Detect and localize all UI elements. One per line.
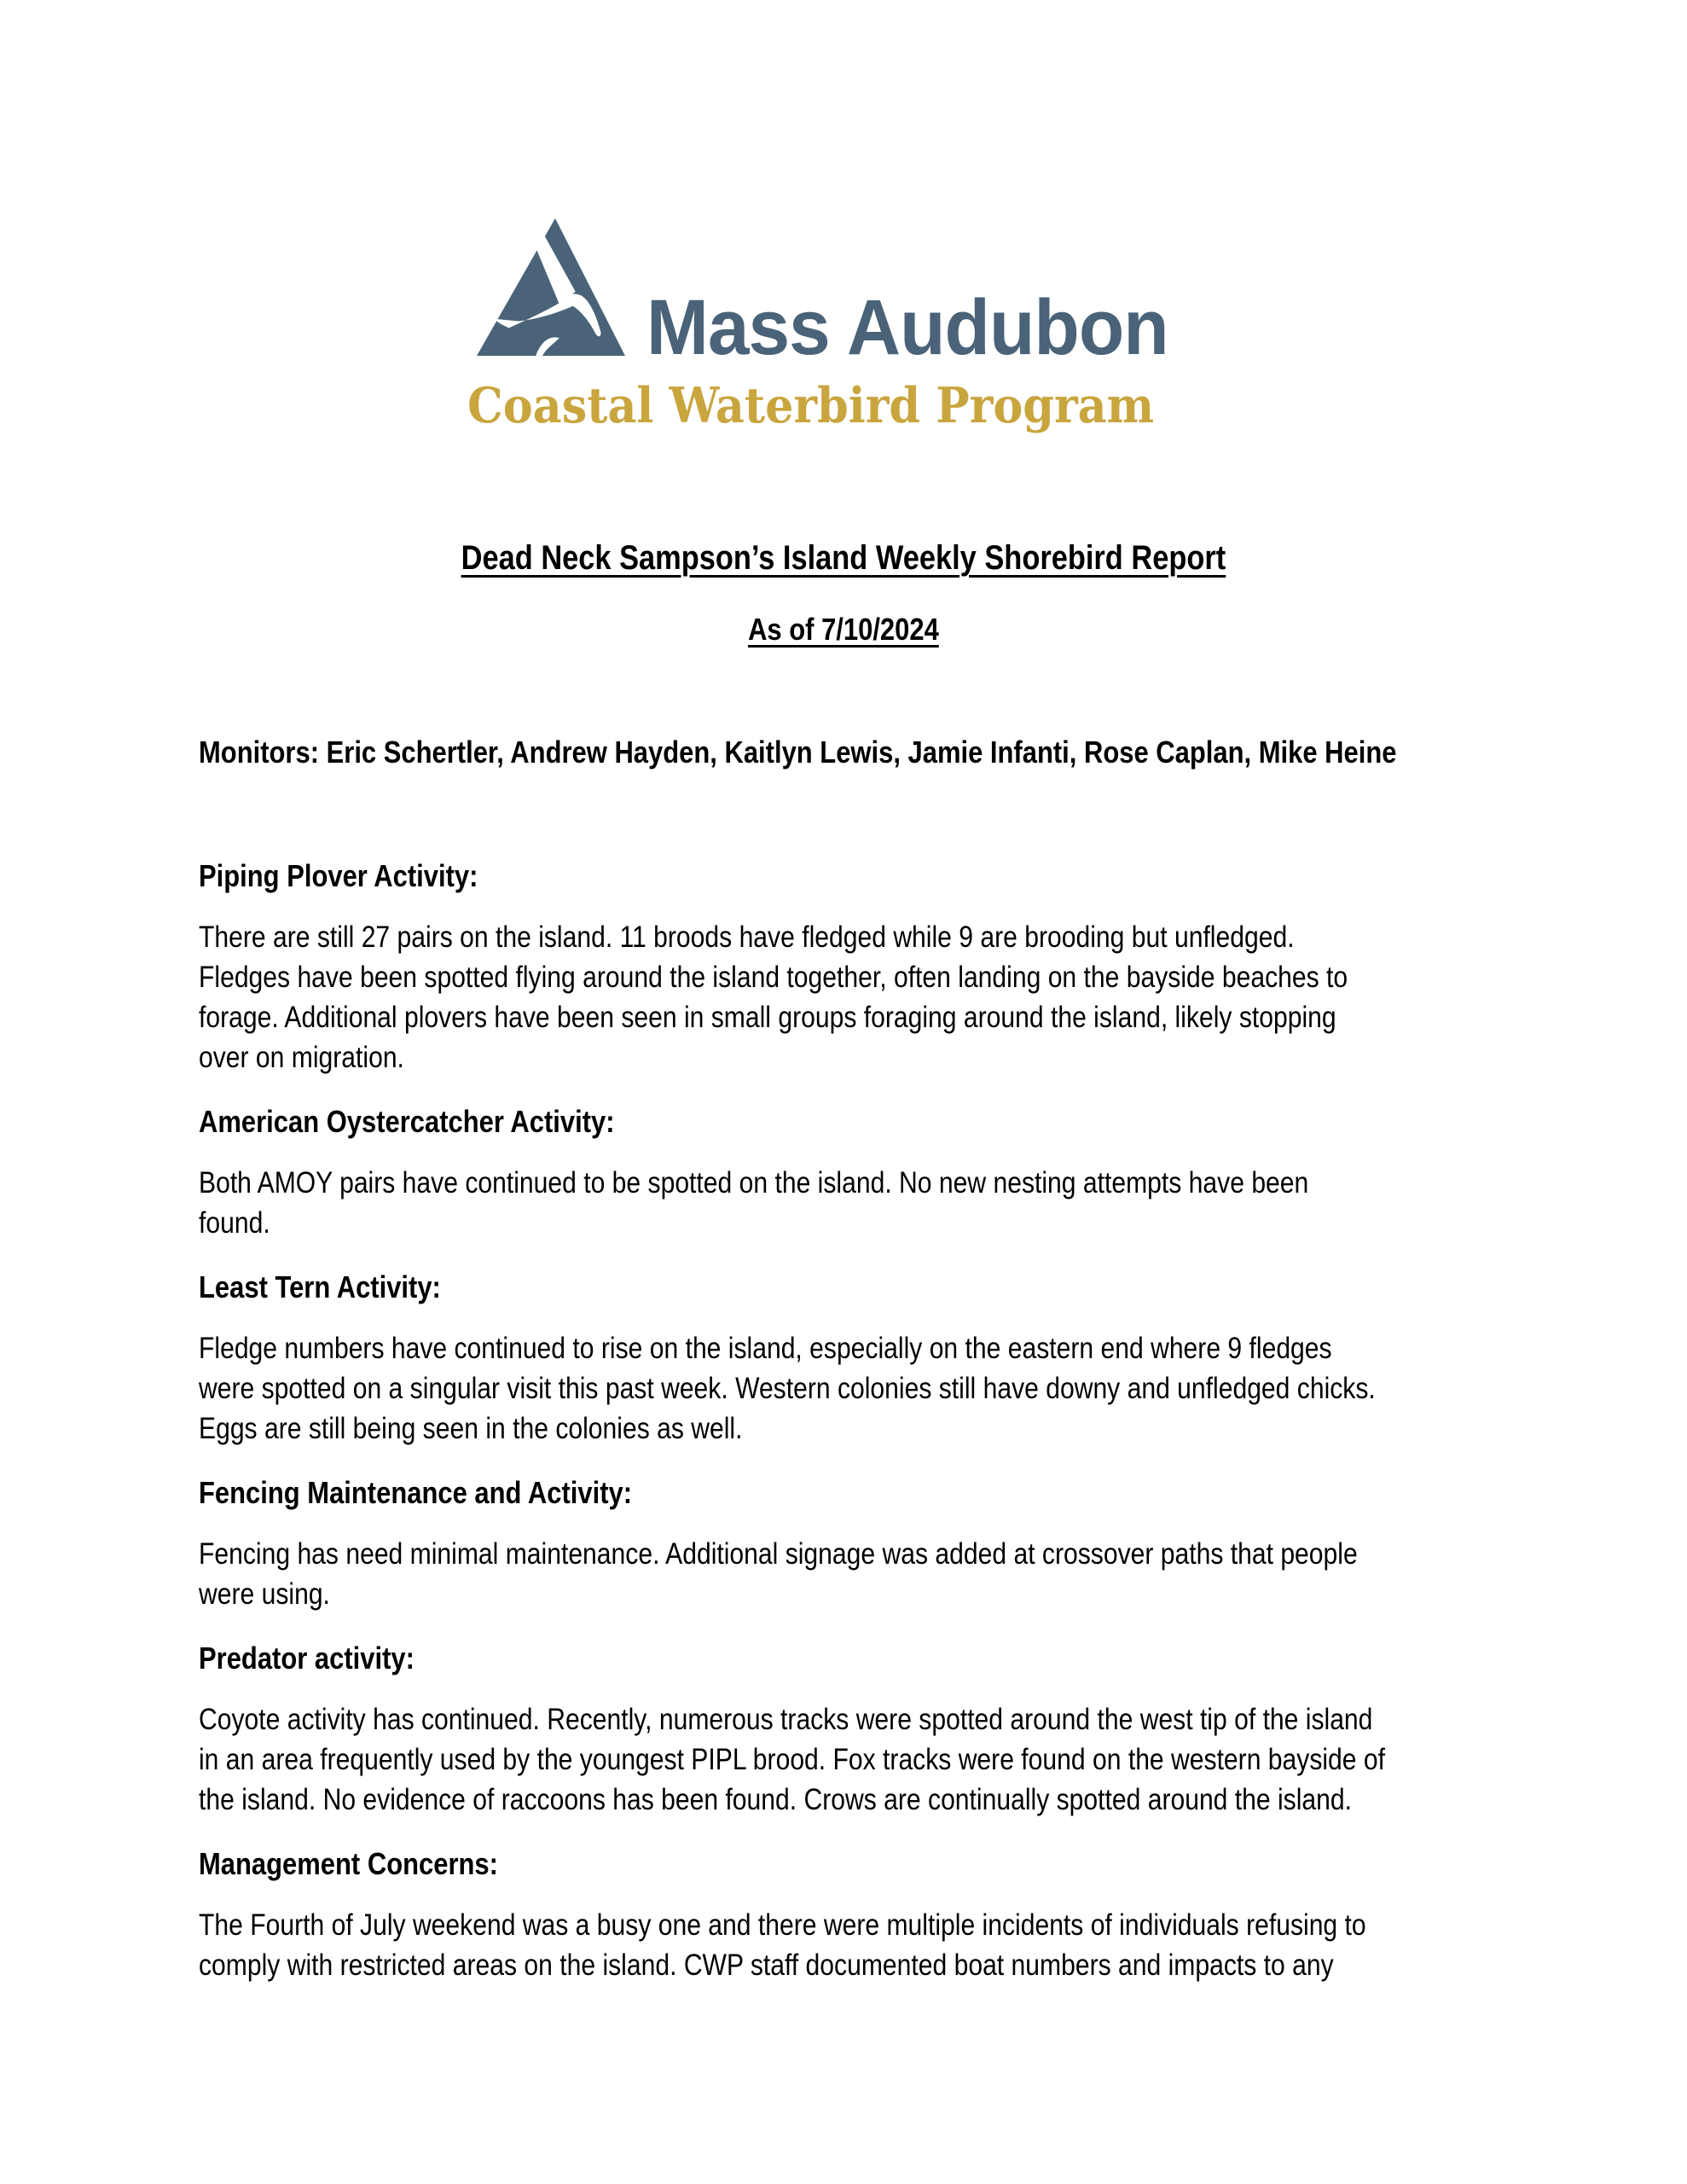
section-paragraph-management-concerns xyxy=(199,1905,1488,1985)
paragraph-line: found. xyxy=(199,1206,270,1240)
section-paragraph-american-oystercatcher xyxy=(199,1163,1488,1243)
paragraph-line: Both AMOY pairs have continued to be spotted on the island. No new nesting attempts have been xyxy=(199,1166,1309,1199)
section-heading-least-tern: Least Tern Activity: xyxy=(199,1269,441,1304)
paragraph-line: comply with restricted areas on the island. CWP staff documented boat numbers and impacts to any xyxy=(199,1949,1334,1982)
paragraph-line: Fencing has need minimal maintenance. Additional signage was added at crossover paths that people xyxy=(199,1537,1358,1571)
report-date: As of 7/10/2024 xyxy=(748,612,939,647)
paragraph-line: Fledge numbers have continued to rise on the island, especially on the eastern end where 9 fledges xyxy=(199,1332,1332,1365)
paragraph-line: in an area frequently used by the youngest PIPL brood. Fox tracks were found on the western bayside of xyxy=(199,1743,1386,1776)
org-name: Mass Audubon xyxy=(646,284,1168,371)
paragraph-line: forage. Additional plovers have been seen in small groups foraging around the island, likely stopping xyxy=(199,1001,1336,1034)
section-heading-american-oystercatcher: American Oystercatcher Activity: xyxy=(199,1104,615,1139)
section-paragraph-piping-plover xyxy=(199,917,1488,1077)
paragraph-line: Fledges have been spotted flying around the island together, often landing on the bayside beaches to xyxy=(199,961,1348,994)
program-name: Coastal Waterbird Program xyxy=(467,377,1155,434)
monitors-line: Monitors: Eric Schertler, Andrew Hayden, Kaitlyn Lewis, Jamie Infanti, Rose Caplan, Mike Heine xyxy=(199,735,1397,770)
section-heading-piping-plover: Piping Plover Activity: xyxy=(199,858,478,893)
section-heading-management-concerns: Management Concerns: xyxy=(199,1846,498,1881)
report-body xyxy=(199,537,1488,1985)
paragraph-line: There are still 27 pairs on the island. 11 broods have fledged while 9 are brooding but unfledged. xyxy=(199,921,1295,954)
section-paragraph-least-tern xyxy=(199,1328,1488,1449)
paragraph-line: Eggs are still being seen in the colonies as well. xyxy=(199,1412,743,1445)
paragraph-line: the island. No evidence of raccoons has been found. Crows are continually spotted around the island. xyxy=(199,1783,1353,1816)
tern-triangle-icon xyxy=(475,216,627,357)
section-paragraph-fencing xyxy=(199,1534,1488,1614)
paragraph-line: over on migration. xyxy=(199,1041,404,1074)
paragraph-line: The Fourth of July weekend was a busy one and there were multiple incidents of individuals refusing to xyxy=(199,1908,1366,1942)
paragraph-line: were using. xyxy=(199,1577,330,1611)
section-paragraph-predator xyxy=(199,1699,1488,1820)
paragraph-line: were spotted on a singular visit this past week. Western colonies still have downy and unfledged chicks. xyxy=(199,1372,1376,1405)
section-heading-predator: Predator activity: xyxy=(199,1641,415,1676)
paragraph-line: Coyote activity has continued. Recently, numerous tracks were spotted around the west tip of the island xyxy=(199,1703,1373,1736)
section-heading-fencing: Fencing Maintenance and Activity: xyxy=(199,1475,633,1510)
report-title: Dead Neck Sampson’s Island Weekly Shorebird Report xyxy=(461,539,1226,577)
